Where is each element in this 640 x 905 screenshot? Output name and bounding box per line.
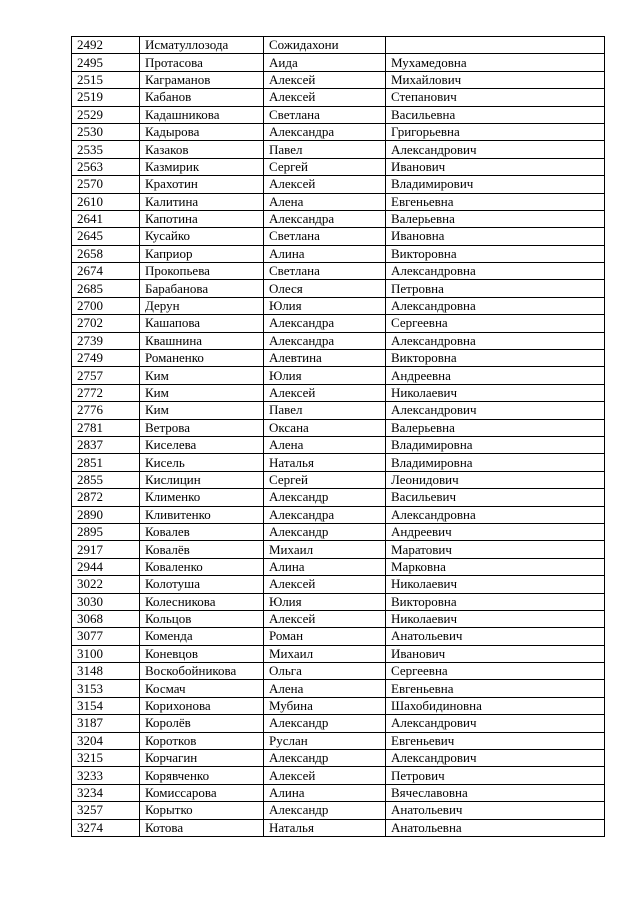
- first-name-cell: Алексей: [264, 176, 386, 193]
- first-name-cell: Мубина: [264, 697, 386, 714]
- record-id-cell: 3153: [72, 680, 140, 697]
- table-row: [72, 767, 605, 784]
- record-id-cell: 2749: [72, 350, 140, 367]
- record-id-cell: 2776: [72, 402, 140, 419]
- last-name-cell: Королёв: [140, 715, 264, 732]
- first-name-cell: Наталья: [264, 819, 386, 836]
- first-name-cell: Александра: [264, 506, 386, 523]
- last-name-cell: Киселева: [140, 436, 264, 453]
- table-row: [72, 454, 605, 471]
- patronymic-cell: Сергеевна: [386, 315, 605, 332]
- last-name-cell: Казмирик: [140, 158, 264, 175]
- table-row: [72, 37, 605, 54]
- patronymic-cell: Александрович: [386, 715, 605, 732]
- first-name-cell: Александр: [264, 750, 386, 767]
- last-name-cell: Воскобойникова: [140, 663, 264, 680]
- record-id-cell: 2917: [72, 541, 140, 558]
- table-row: [72, 645, 605, 662]
- patronymic-cell: Григорьевна: [386, 123, 605, 140]
- first-name-cell: Алексей: [264, 89, 386, 106]
- first-name-cell: Юлия: [264, 297, 386, 314]
- last-name-cell: Колотуша: [140, 576, 264, 593]
- table-row: [72, 228, 605, 245]
- first-name-cell: Алина: [264, 245, 386, 262]
- first-name-cell: Алена: [264, 193, 386, 210]
- record-id-cell: 2851: [72, 454, 140, 471]
- first-name-cell: Александр: [264, 715, 386, 732]
- table-row: [72, 715, 605, 732]
- record-id-cell: 2772: [72, 384, 140, 401]
- record-id-cell: 2739: [72, 332, 140, 349]
- patronymic-cell: Владимировна: [386, 454, 605, 471]
- last-name-cell: Кисель: [140, 454, 264, 471]
- patronymic-cell: Александровна: [386, 263, 605, 280]
- first-name-cell: Алина: [264, 784, 386, 801]
- patronymic-cell: Васильевна: [386, 106, 605, 123]
- first-name-cell: Роман: [264, 628, 386, 645]
- first-name-cell: Юлия: [264, 367, 386, 384]
- table-row: [72, 158, 605, 175]
- table-row: [72, 332, 605, 349]
- last-name-cell: Коневцов: [140, 645, 264, 662]
- record-id-cell: 2645: [72, 228, 140, 245]
- last-name-cell: Квашнина: [140, 332, 264, 349]
- record-id-cell: 2492: [72, 37, 140, 54]
- record-id-cell: 3215: [72, 750, 140, 767]
- first-name-cell: Александра: [264, 315, 386, 332]
- record-id-cell: 2529: [72, 106, 140, 123]
- record-id-cell: 3154: [72, 697, 140, 714]
- table-row: [72, 280, 605, 297]
- last-name-cell: Комиссарова: [140, 784, 264, 801]
- record-id-cell: 3187: [72, 715, 140, 732]
- last-name-cell: Кадырова: [140, 123, 264, 140]
- first-name-cell: Александра: [264, 332, 386, 349]
- last-name-cell: Кашапова: [140, 315, 264, 332]
- record-id-cell: 3234: [72, 784, 140, 801]
- last-name-cell: Корчагин: [140, 750, 264, 767]
- last-name-cell: Кольцов: [140, 610, 264, 627]
- first-name-cell: Алексей: [264, 384, 386, 401]
- table-row: [72, 193, 605, 210]
- table-row: [72, 436, 605, 453]
- patronymic-cell: Анатольевич: [386, 802, 605, 819]
- last-name-cell: Корытко: [140, 802, 264, 819]
- last-name-cell: Ветрова: [140, 419, 264, 436]
- record-id-cell: 2535: [72, 141, 140, 158]
- record-id-cell: 3068: [72, 610, 140, 627]
- first-name-cell: Павел: [264, 402, 386, 419]
- first-name-cell: Олеся: [264, 280, 386, 297]
- first-name-cell: Александра: [264, 123, 386, 140]
- last-name-cell: Клименко: [140, 489, 264, 506]
- first-name-cell: Александр: [264, 523, 386, 540]
- first-name-cell: Сергей: [264, 158, 386, 175]
- last-name-cell: Космач: [140, 680, 264, 697]
- first-name-cell: Александр: [264, 489, 386, 506]
- first-name-cell: Павел: [264, 141, 386, 158]
- record-id-cell: 2530: [72, 123, 140, 140]
- first-name-cell: Сожидахони: [264, 37, 386, 54]
- record-id-cell: 2658: [72, 245, 140, 262]
- last-name-cell: Ковалев: [140, 523, 264, 540]
- patronymic-cell: Николаевич: [386, 610, 605, 627]
- first-name-cell: Александр: [264, 802, 386, 819]
- table-row: [72, 750, 605, 767]
- table-row: [72, 506, 605, 523]
- last-name-cell: Романенко: [140, 350, 264, 367]
- last-name-cell: Дерун: [140, 297, 264, 314]
- patronymic-cell: Васильевич: [386, 489, 605, 506]
- table-row: [72, 402, 605, 419]
- patronymic-cell: Андреевич: [386, 523, 605, 540]
- patronymic-cell: Евгеньевна: [386, 680, 605, 697]
- patronymic-cell: Сергеевна: [386, 663, 605, 680]
- table-row: [72, 141, 605, 158]
- last-name-cell: Кислицин: [140, 471, 264, 488]
- last-name-cell: Протасова: [140, 54, 264, 71]
- last-name-cell: Прокопьева: [140, 263, 264, 280]
- patronymic-cell: Викторовна: [386, 245, 605, 262]
- record-id-cell: 3148: [72, 663, 140, 680]
- record-id-cell: 2890: [72, 506, 140, 523]
- table-row: [72, 419, 605, 436]
- first-name-cell: Аида: [264, 54, 386, 71]
- patronymic-cell: Леонидович: [386, 471, 605, 488]
- first-name-cell: Ольга: [264, 663, 386, 680]
- last-name-cell: Капотина: [140, 210, 264, 227]
- first-name-cell: Алексей: [264, 610, 386, 627]
- last-name-cell: Кадашникова: [140, 106, 264, 123]
- last-name-cell: Ким: [140, 367, 264, 384]
- first-name-cell: Алена: [264, 680, 386, 697]
- table-row: [72, 210, 605, 227]
- first-name-cell: Светлана: [264, 228, 386, 245]
- table-row: [72, 802, 605, 819]
- record-id-cell: 3257: [72, 802, 140, 819]
- patronymic-cell: Викторовна: [386, 350, 605, 367]
- record-id-cell: 2855: [72, 471, 140, 488]
- patronymic-cell: Петрович: [386, 767, 605, 784]
- last-name-cell: Коротков: [140, 732, 264, 749]
- table-row: [72, 680, 605, 697]
- table-row: [72, 784, 605, 801]
- patronymic-cell: Ивановна: [386, 228, 605, 245]
- table-row: [72, 489, 605, 506]
- table-row: [72, 106, 605, 123]
- first-name-cell: Алексей: [264, 767, 386, 784]
- table-row: [72, 697, 605, 714]
- record-id-cell: 3030: [72, 593, 140, 610]
- table-row: [72, 576, 605, 593]
- last-name-cell: Каграманов: [140, 71, 264, 88]
- table-row: [72, 297, 605, 314]
- table-row: [72, 176, 605, 193]
- patronymic-cell: Александрович: [386, 141, 605, 158]
- record-id-cell: 3204: [72, 732, 140, 749]
- record-id-cell: 2700: [72, 297, 140, 314]
- table-row: [72, 819, 605, 836]
- patronymic-cell: Степанович: [386, 89, 605, 106]
- patronymic-cell: Андреевна: [386, 367, 605, 384]
- table-row: [72, 54, 605, 71]
- first-name-cell: Алена: [264, 436, 386, 453]
- last-name-cell: Ким: [140, 402, 264, 419]
- last-name-cell: Корявченко: [140, 767, 264, 784]
- first-name-cell: Алексей: [264, 71, 386, 88]
- first-name-cell: Юлия: [264, 593, 386, 610]
- roster-table: [71, 36, 605, 837]
- last-name-cell: Исматуллозода: [140, 37, 264, 54]
- record-id-cell: 2610: [72, 193, 140, 210]
- table-row: [72, 541, 605, 558]
- last-name-cell: Ковалёв: [140, 541, 264, 558]
- patronymic-cell: Александровна: [386, 297, 605, 314]
- last-name-cell: Казаков: [140, 141, 264, 158]
- table-row: [72, 732, 605, 749]
- patronymic-cell: Валерьевна: [386, 419, 605, 436]
- last-name-cell: Корихонова: [140, 697, 264, 714]
- patronymic-cell: Владимирович: [386, 176, 605, 193]
- record-id-cell: 2944: [72, 558, 140, 575]
- record-id-cell: 2685: [72, 280, 140, 297]
- last-name-cell: Барабанова: [140, 280, 264, 297]
- last-name-cell: Кливитенко: [140, 506, 264, 523]
- patronymic-cell: Александрович: [386, 402, 605, 419]
- patronymic-cell: Николаевич: [386, 576, 605, 593]
- record-id-cell: 3233: [72, 767, 140, 784]
- record-id-cell: 2702: [72, 315, 140, 332]
- record-id-cell: 3100: [72, 645, 140, 662]
- record-id-cell: 2781: [72, 419, 140, 436]
- last-name-cell: Кусайко: [140, 228, 264, 245]
- first-name-cell: Сергей: [264, 471, 386, 488]
- first-name-cell: Оксана: [264, 419, 386, 436]
- table-row: [72, 523, 605, 540]
- last-name-cell: Коменда: [140, 628, 264, 645]
- patronymic-cell: Александровна: [386, 506, 605, 523]
- last-name-cell: Колесникова: [140, 593, 264, 610]
- last-name-cell: Каприор: [140, 245, 264, 262]
- record-id-cell: 2563: [72, 158, 140, 175]
- record-id-cell: 2570: [72, 176, 140, 193]
- patronymic-cell: Маратович: [386, 541, 605, 558]
- table-row: [72, 593, 605, 610]
- record-id-cell: 2519: [72, 89, 140, 106]
- record-id-cell: 2837: [72, 436, 140, 453]
- first-name-cell: Наталья: [264, 454, 386, 471]
- patronymic-cell: Евгеньевна: [386, 193, 605, 210]
- patronymic-cell: Александрович: [386, 750, 605, 767]
- record-id-cell: 3077: [72, 628, 140, 645]
- record-id-cell: 2495: [72, 54, 140, 71]
- last-name-cell: Коваленко: [140, 558, 264, 575]
- patronymic-cell: Анатольевна: [386, 819, 605, 836]
- patronymic-cell: Иванович: [386, 645, 605, 662]
- last-name-cell: Котова: [140, 819, 264, 836]
- patronymic-cell: Вячеславовна: [386, 784, 605, 801]
- record-id-cell: 2641: [72, 210, 140, 227]
- table-row: [72, 367, 605, 384]
- last-name-cell: Калитина: [140, 193, 264, 210]
- patronymic-cell: Анатольевич: [386, 628, 605, 645]
- table-row: [72, 384, 605, 401]
- first-name-cell: Михаил: [264, 645, 386, 662]
- first-name-cell: Руслан: [264, 732, 386, 749]
- first-name-cell: Алина: [264, 558, 386, 575]
- table-row: [72, 471, 605, 488]
- last-name-cell: Кабанов: [140, 89, 264, 106]
- first-name-cell: Светлана: [264, 106, 386, 123]
- first-name-cell: Алевтина: [264, 350, 386, 367]
- patronymic-cell: Евгеньевич: [386, 732, 605, 749]
- table-row: [72, 71, 605, 88]
- first-name-cell: Алексей: [264, 576, 386, 593]
- patronymic-cell: Николаевич: [386, 384, 605, 401]
- first-name-cell: Михаил: [264, 541, 386, 558]
- table-row: [72, 245, 605, 262]
- patronymic-cell: Иванович: [386, 158, 605, 175]
- record-id-cell: 2515: [72, 71, 140, 88]
- patronymic-cell: Марковна: [386, 558, 605, 575]
- patronymic-cell: Владимировна: [386, 436, 605, 453]
- last-name-cell: Крахотин: [140, 176, 264, 193]
- record-id-cell: 3274: [72, 819, 140, 836]
- table-row: [72, 610, 605, 627]
- patronymic-cell: Мухамедовна: [386, 54, 605, 71]
- table-row: [72, 663, 605, 680]
- record-id-cell: 3022: [72, 576, 140, 593]
- patronymic-cell: Петровна: [386, 280, 605, 297]
- patronymic-cell: Шахобидиновна: [386, 697, 605, 714]
- first-name-cell: Светлана: [264, 263, 386, 280]
- table-row: [72, 628, 605, 645]
- table-row: [72, 123, 605, 140]
- last-name-cell: Ким: [140, 384, 264, 401]
- first-name-cell: Александра: [264, 210, 386, 227]
- patronymic-cell: [386, 37, 605, 54]
- record-id-cell: 2872: [72, 489, 140, 506]
- roster-table-body: [72, 37, 605, 837]
- record-id-cell: 2674: [72, 263, 140, 280]
- record-id-cell: 2757: [72, 367, 140, 384]
- table-row: [72, 350, 605, 367]
- patronymic-cell: Валерьевна: [386, 210, 605, 227]
- record-id-cell: 2895: [72, 523, 140, 540]
- patronymic-cell: Викторовна: [386, 593, 605, 610]
- table-row: [72, 89, 605, 106]
- table-row: [72, 315, 605, 332]
- table-row: [72, 558, 605, 575]
- patronymic-cell: Михайлович: [386, 71, 605, 88]
- table-row: [72, 263, 605, 280]
- patronymic-cell: Александровна: [386, 332, 605, 349]
